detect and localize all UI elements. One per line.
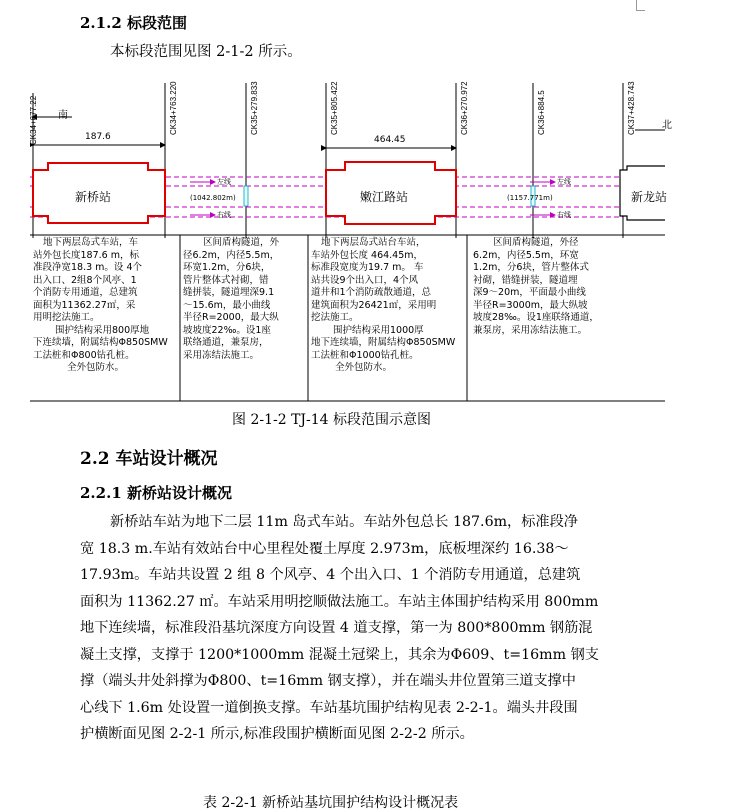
tunnel-length-label: (1157.771m) [507,194,553,202]
figure-caption: 图 2-1-2 TJ-14 标段范围示意图 [232,412,432,428]
body-paragraph: 新桥站车站为地下二层 11m 岛式车站。车站外包总长 187.6m，标准段净 宽 18.3 m.车站有效站台中心里程处覆土厚度 2.973m，底板埋深约 16.38～ 17.93m。车站共设置 2 组 8 个风亭、4 个出入口、1 个消防专用通道，总建筑 面积为 11362.27 ㎡。车站采用明挖顺做法施工。车站主体围护结构采用 800mm 地下连续墙，标准段沿基坑深度方向设置 4 道支撑，第一为 800*800mm 钢筋混 凝土支撑，支撑于 1200*1000mm 混凝土冠梁上，其余为Φ609、t=16mm 钢支 撑（端头井处斜撑为Φ800、t=16mm 钢支撑），并在端头井位置第三道支撑中 心线下 1.6m 处设置一道倒换支撑。车站基坑围护结构见表 2-2-1。端头井段围 护横断面见图 2-2-1 所示,标准段围护横断面见图 2-2-2 所示。 [80,514,599,742]
dimension-label: 187.6 [85,132,111,142]
station-label-xinlong: 新龙站 [631,190,668,204]
line-label: 左线 [217,178,231,186]
direction-south-label: 南 [58,110,68,121]
direction-north-label: 北 [662,120,672,131]
section-heading-2-1-2: 2.1.2 标段范围 [80,14,187,32]
mileage-label: CK36+270.972 [460,81,469,135]
line-label: 右线 [557,211,571,219]
mileage-label: CK35+805.422 [330,81,339,135]
desc-nenjiang-road-station: 地下两层岛式站台车站， 车站外包长度 464.45m， 标准段宽度为19.7 m。 车 站共设9个出入口，4个风 道井和1个消防疏散通道，总 建筑面积为26421㎡，采用明 挖法施工。 围护结构采用1000厚 地下连续墙，附属结构Φ850SMW 工法桩和Φ1000钻孔桩。 全外包防水。 [311,237,456,373]
margin-corner-mark [636,0,645,11]
mileage-label: CK35+279.833 [250,81,259,135]
desc-xinqiao-station: 地下两层岛式车站，车 站外包长度187.6 m，标 准段净宽18.3 m。设 4个 出入口、2组8个风亭、1 个消防专用通道，总建筑 面积为11362.27㎡，采 用明挖法施工。 围护结构采用800厚地 下连续墙，附属结构Φ850SMW 工法桩和Φ800钻孔桩。 全外包防水。 [33,237,168,373]
line-label: 右线 [217,211,231,219]
station-label-nenjiang-road: 嫩江路站 [360,190,409,204]
station-label-xinqiao: 新桥站 [75,190,112,204]
line-label: 左线 [557,178,571,186]
mileage-label: CK34+763.220 [169,81,178,135]
table-caption: 表 2-2-1 新桥站基坑围护结构设计概况表 [203,795,459,811]
intro-paragraph: 本标段范围见图 2-1-2 所示。 [110,44,302,60]
section-range-figure [29,78,672,403]
tunnel-length-label: (1042.802m) [190,194,236,202]
mileage-label: CK36+884.5 [537,90,546,135]
mileage-label: CK34+677.22 [29,95,38,145]
section-heading-2-2-1: 2.2.1 新桥站设计概况 [80,484,232,502]
desc-shield-tunnel-1: 区间盾构隧道，外 径6.2m，内径5.5m， 环宽1.2m，分6块， 管片整体式衬砌，错 缝拼装，隧道埋深9.1 ～15.6m，最小曲线 半径R=2000，最大纵 坡坡度22‰。设1座 联络通道，兼泵房， 采用冻结法施工。 [183,237,280,361]
desc-shield-tunnel-2: 区间盾构隧道，外径 6.2m，内径5.5m，环宽 1.2m，分6块，管片整体式 衬砌，错缝拼装，隧道埋 深9～20m，平面最小曲线 半径R=3000m，最大纵坡 坡度28‰。设1座联络通道， 兼泵房，采用冻结法施工。 [473,237,599,336]
section-heading-2-2: 2.2 车站设计概况 [80,449,218,469]
mileage-label: CK37+428.743 [627,81,636,135]
dimension-label: 464.45 [374,135,406,145]
